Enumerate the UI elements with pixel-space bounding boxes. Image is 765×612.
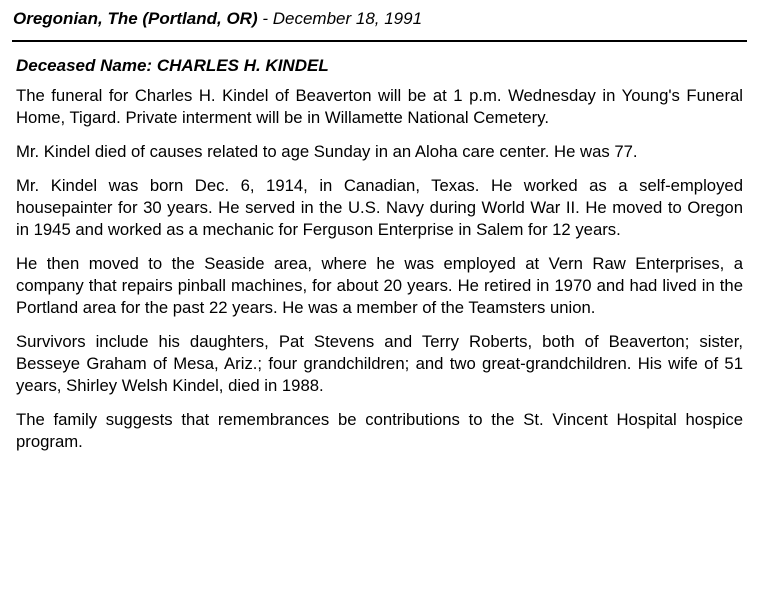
paragraph-biography: Mr. Kindel was born Dec. 6, 1914, in Canadian, Texas. He worked as a self-employed housepainter for 30 years. He served in the U.S. Navy during World War II. He moved to Oregon in 1945 and worked as a mechanic for Ferguson Enterprise in Salem for 12 years. [16,176,743,239]
source-header [12,8,743,30]
header-separator: - [257,9,273,28]
paragraph-remembrances: The family suggests that remembrances be contributions to the St. Vincent Hospital hospice program. [16,410,743,451]
newspaper-name: Oregonian, The (Portland, OR) [13,9,258,28]
deceased-label: Deceased Name: [16,56,157,75]
publication-date: December 18, 1991 [272,9,423,28]
deceased-heading [12,55,743,77]
header-divider [12,40,747,42]
deceased-name: CHARLES H. KINDEL [156,56,329,75]
obituary-body [12,85,743,453]
paragraph-career: He then moved to the Seaside area, where he was employed at Vern Raw Enterprises, a company that repairs pinball machines, for about 20 years. He retired in 1970 and had lived in the Portland area for the past 22 years. He was a member of the Teamsters union. [16,254,743,317]
paragraph-death: Mr. Kindel died of causes related to age Sunday in an Aloha care center. He was 77. [16,142,638,161]
paragraph-survivors: Survivors include his daughters, Pat Stevens and Terry Roberts, both of Beaverton; sister, Besseye Graham of Mesa, Ariz.; four grandchildren; and two great-grandchildren. His wife of 51 years, Shirley Welsh Kindel, died in 1988. [16,332,743,395]
paragraph-funeral: The funeral for Charles H. Kindel of Beaverton will be at 1 p.m. Wednesday in Young's Funeral Home, Tigard. Private interment will be in Willamette National Cemetery. [16,86,743,127]
